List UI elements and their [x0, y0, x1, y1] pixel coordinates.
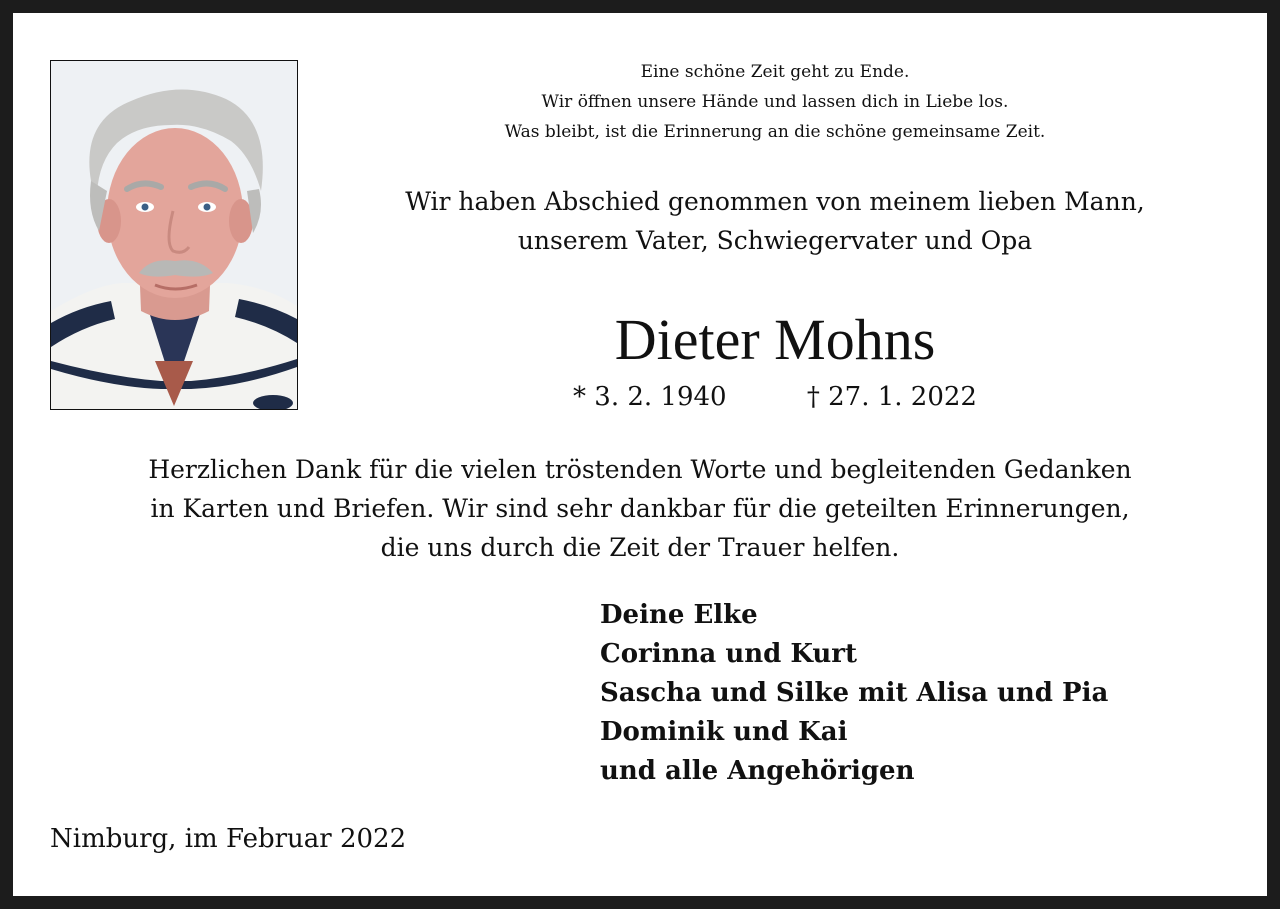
mourners-list — [600, 596, 1108, 791]
poem-line: Wir öffnen unsere Hände und lassen dich in Liebe los. — [541, 92, 1009, 112]
intro-line: Wir haben Abschied genommen von meinem lieben Mann, — [405, 187, 1145, 216]
thanks-line: die uns durch die Zeit der Trauer helfen. — [380, 533, 900, 562]
mourner-entry: und alle Angehörigen — [600, 756, 915, 786]
obituary-card — [13, 13, 1267, 896]
farewell-intro — [386, 182, 1164, 260]
deceased-name: Dieter Mohns — [614, 307, 936, 372]
mourner-entry: Dominik und Kai — [600, 717, 848, 747]
thanks-line: in Karten und Briefen. Wir sind sehr dankbar für die geteilten Erinnerungen, — [150, 494, 1130, 523]
mourner-entry: Deine Elke — [600, 600, 758, 630]
life-dates — [386, 378, 1164, 416]
birth-date: * 3. 2. 1940 — [573, 382, 727, 412]
mourner-entry: Sascha und Silke mit Alisa und Pia — [600, 678, 1109, 708]
mourner-entry: Corinna und Kurt — [600, 639, 857, 669]
poem-verse — [386, 57, 1164, 147]
thank-you-message — [13, 450, 1267, 567]
intro-line: unserem Vater, Schwiegervater und Opa — [517, 226, 1033, 255]
place-and-date: Nimburg, im Februar 2022 — [50, 824, 407, 854]
poem-line: Was bleibt, ist die Erinnerung an die schöne gemeinsame Zeit. — [504, 122, 1046, 142]
death-date: † 27. 1. 2022 — [806, 382, 977, 412]
poem-line: Eine schöne Zeit geht zu Ende. — [640, 62, 910, 82]
thanks-line: Herzlichen Dank für die vielen tröstenden Worte und begleitenden Gedanken — [148, 455, 1132, 484]
portrait-photo — [50, 60, 298, 410]
